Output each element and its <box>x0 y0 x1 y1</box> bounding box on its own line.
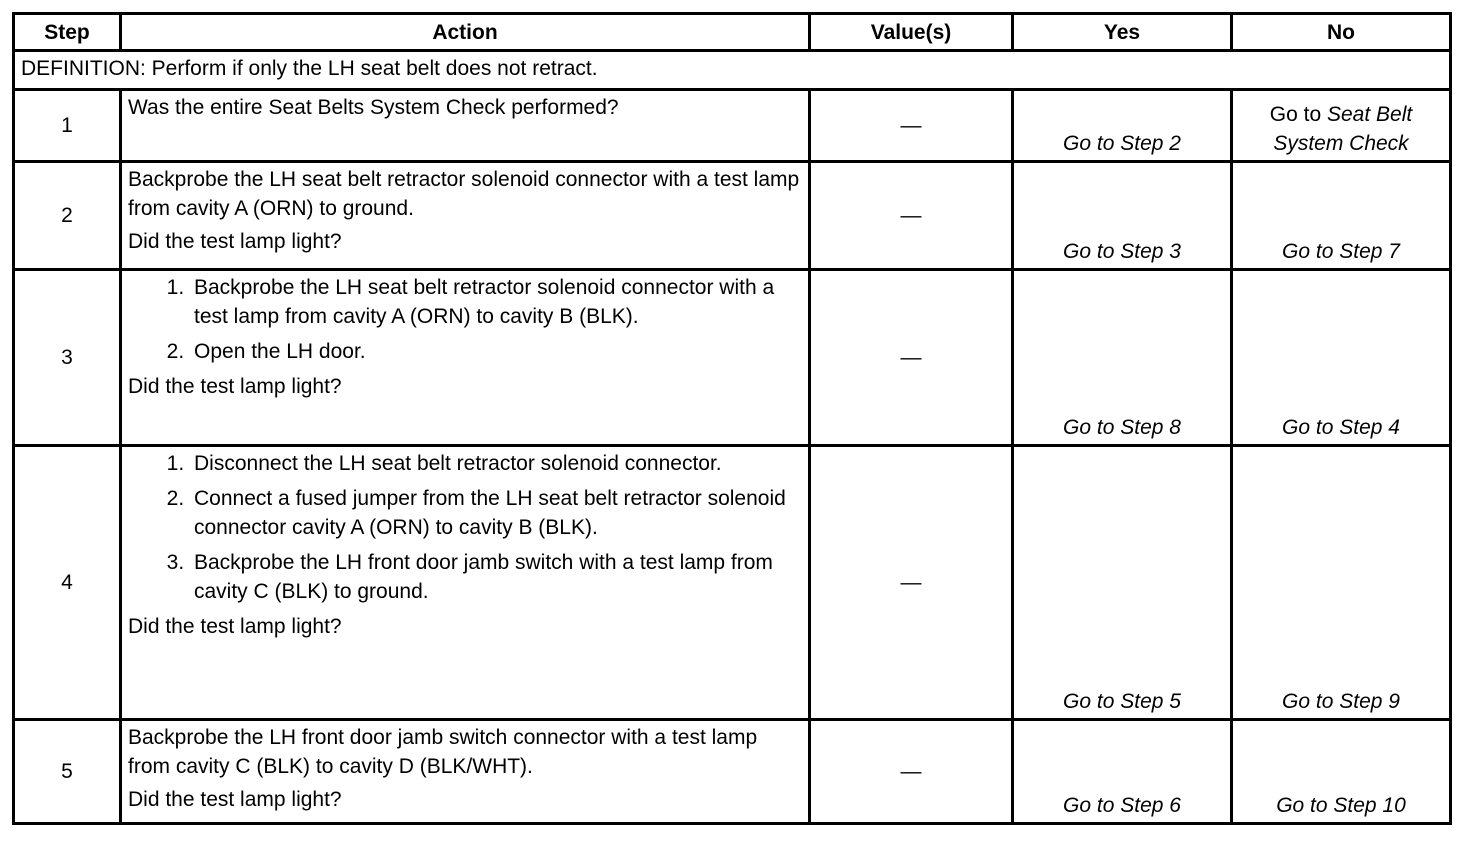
action-steps <box>128 273 802 366</box>
diagnostic-table <box>12 12 1452 825</box>
step-number: 5 <box>14 720 121 824</box>
value-cell: — <box>810 162 1013 270</box>
definition-row <box>14 51 1451 90</box>
yes-cell: Go to Step 6 <box>1013 720 1232 824</box>
definition-text: DEFINITION: Perform if only the LH seat belt does not retract. <box>14 51 1451 90</box>
action-cell <box>121 720 810 824</box>
action-cell <box>121 162 810 270</box>
action-text: Backprobe the LH front door jamb switch connector with a test lamp from cavity C (BLK) to cavity D (BLK/WHT). <box>128 726 758 778</box>
list-item: 1. Backprobe the LH seat belt retractor solenoid connector with a test lamp from cavity A (ORN) to cavity B (BLK). <box>190 273 802 331</box>
no-cell <box>1232 90 1451 162</box>
header-row <box>14 14 1451 51</box>
step-number: 1 <box>14 90 121 162</box>
action-cell <box>121 446 810 720</box>
header-step: Step <box>14 14 121 51</box>
value-cell: — <box>810 446 1013 720</box>
step-number: 3 <box>14 270 121 446</box>
action-text: Backprobe the LH seat belt retractor solenoid connector with a test lamp from cavity A (ORN) to ground. <box>128 168 800 220</box>
action-question: Did the test lamp light? <box>128 230 342 253</box>
header-action: Action <box>121 14 810 51</box>
header-no: No <box>1232 14 1451 51</box>
no-cell: Go to Step 10 <box>1232 720 1451 824</box>
list-item: 2. Connect a fused jumper from the LH seat belt retractor solenoid connector cavity A (ORN) to cavity B (BLK). <box>190 484 802 542</box>
action-cell <box>121 90 810 162</box>
action-steps <box>128 449 802 606</box>
step-number: 2 <box>14 162 121 270</box>
value-cell: — <box>810 270 1013 446</box>
table-row <box>14 162 1451 270</box>
yes-cell: Go to Step 2 <box>1013 90 1232 162</box>
no-cell: Go to Step 4 <box>1232 270 1451 446</box>
yes-cell: Go to Step 3 <box>1013 162 1232 270</box>
header-values: Value(s) <box>810 14 1013 51</box>
table-row <box>14 270 1451 446</box>
no-cell: Go to Step 7 <box>1232 162 1451 270</box>
list-item: 3. Backprobe the LH front door jamb switch with a test lamp from cavity C (BLK) to ground. <box>190 548 802 606</box>
list-item: 2. Open the LH door. <box>190 337 802 366</box>
table-row <box>14 446 1451 720</box>
action-text: Was the entire Seat Belts System Check performed? <box>128 96 619 119</box>
header-yes: Yes <box>1013 14 1232 51</box>
yes-cell: Go to Step 5 <box>1013 446 1232 720</box>
action-cell <box>121 270 810 446</box>
action-question: Did the test lamp light? <box>128 615 342 638</box>
no-reference: Seat Belt System Check <box>1273 103 1413 155</box>
action-question: Did the test lamp light? <box>128 788 342 811</box>
table-row <box>14 720 1451 824</box>
table-row <box>14 90 1451 162</box>
value-cell: — <box>810 90 1013 162</box>
yes-cell: Go to Step 8 <box>1013 270 1232 446</box>
no-cell: Go to Step 9 <box>1232 446 1451 720</box>
no-prefix: Go to <box>1269 103 1322 126</box>
value-cell: — <box>810 720 1013 824</box>
list-item: 1. Disconnect the LH seat belt retractor solenoid connector. <box>190 449 802 478</box>
step-number: 4 <box>14 446 121 720</box>
action-question: Did the test lamp light? <box>128 375 342 398</box>
